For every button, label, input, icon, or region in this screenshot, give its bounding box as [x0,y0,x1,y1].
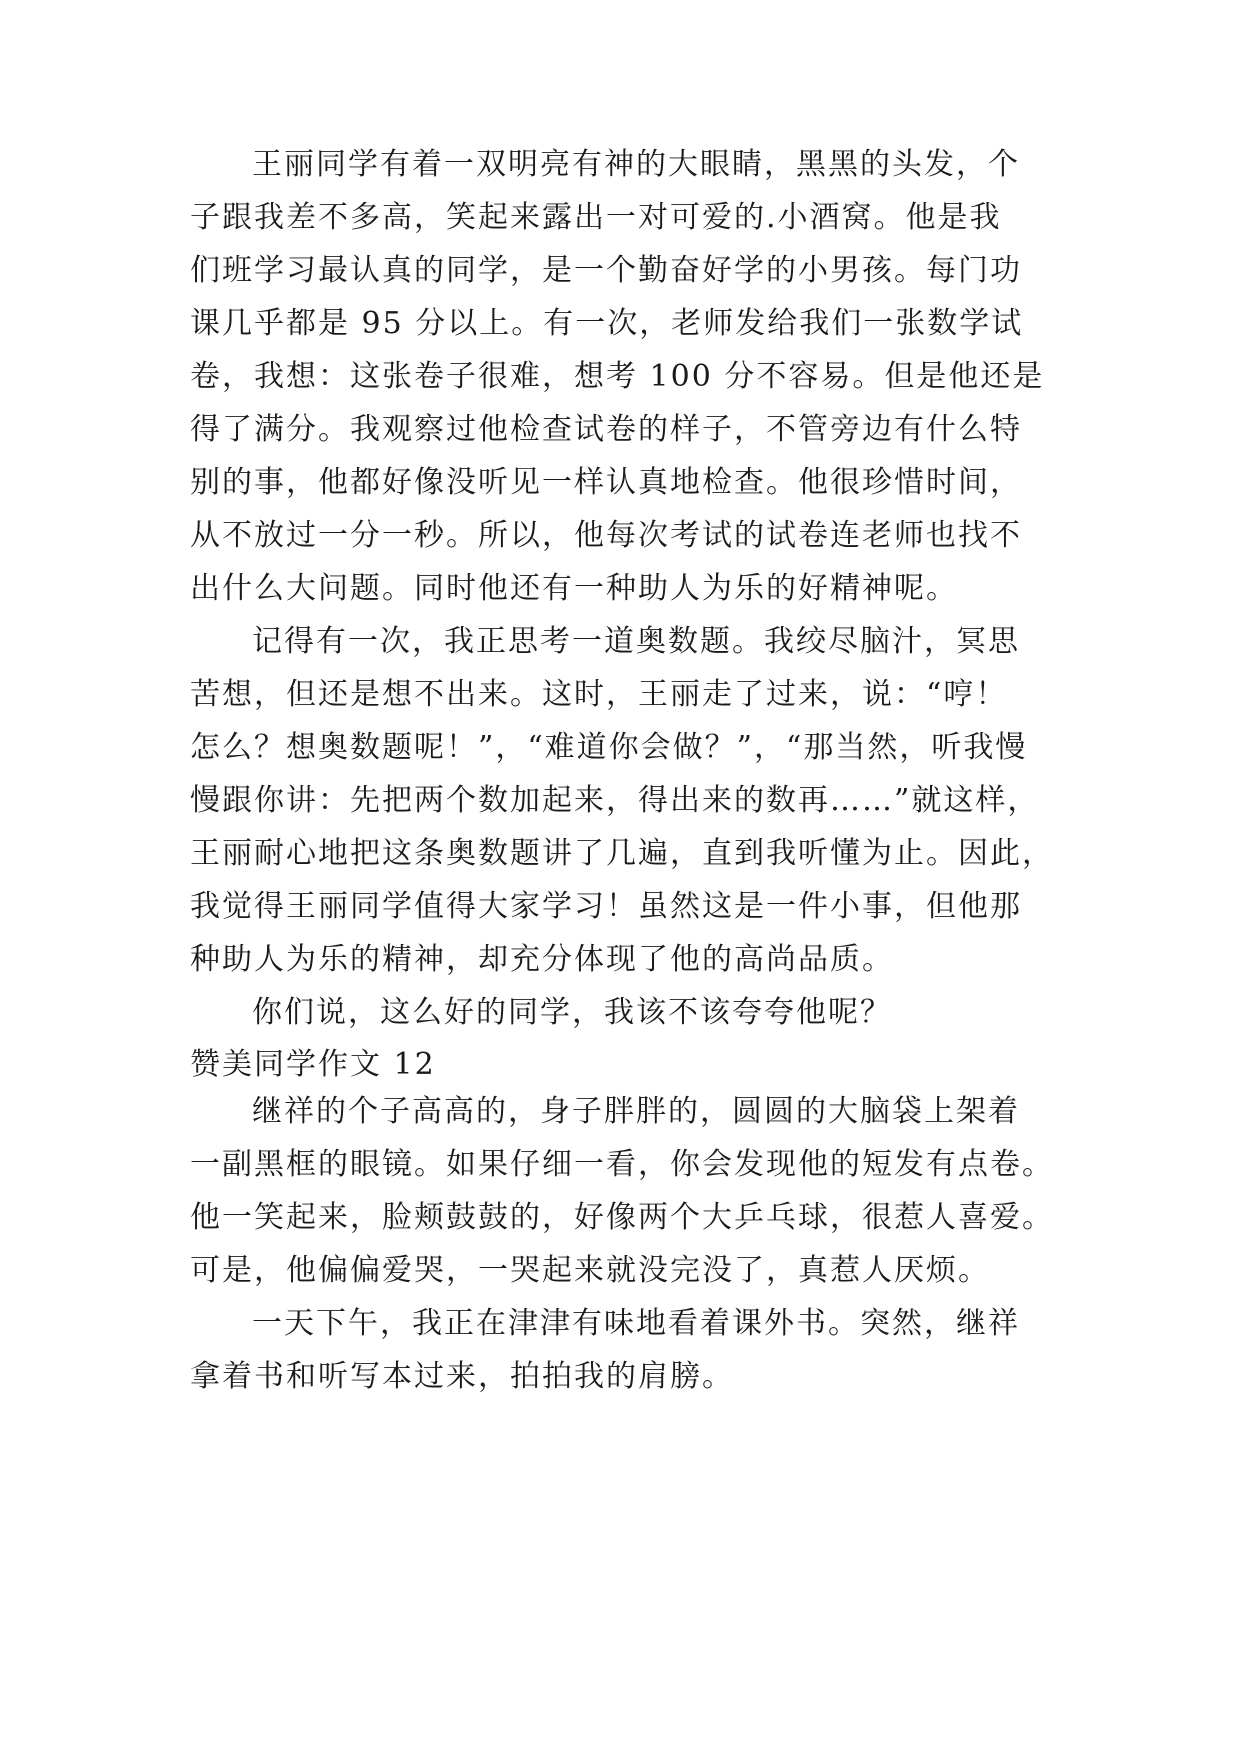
text-line: 苦想，但还是想不出来。这时，王丽走了过来，说：“哼！ [190,677,1008,712]
document-page [190,138,1090,1403]
text-line: 我觉得王丽同学值得大家学习！虽然这是一件小事，但他那 [190,889,1022,924]
text-line: 王丽耐心地把这条奥数题讲了几遍，直到我听懂为止。因此， [190,836,1054,871]
text-line: 卷，我想：这张卷子很难，想考 100 分不容易。但是他还是 [190,359,1045,394]
text-line: 慢跟你讲：先把两个数加起来，得出来的数再……”就这样， [190,783,1040,818]
text-line: 们班学习最认真的同学，是一个勤奋好学的小男孩。每门功 [190,253,1022,288]
text-line: 王丽同学有着一双明亮有神的大眼睛，黑黑的头发，个 [252,147,1020,182]
text-line: 继祥的个子高高的，身子胖胖的，圆圆的大脑袋上架着 [252,1094,1020,1129]
text-line: 他一笑起来，脸颊鼓鼓的，好像两个大乒乓球，很惹人喜爱。 [190,1200,1054,1235]
text-line: 别的事，他都好像没听见一样认真地检查。他很珍惜时间， [190,465,1022,500]
paragraph [190,1297,1090,1403]
text-line: 从不放过一分一秒。所以，他每次考试的试卷连老师也找不 [190,518,1022,553]
text-line: 可是，他偏偏爱哭，一哭起来就没完没了，真惹人厌烦。 [190,1253,990,1288]
text-line: 你们说，这么好的同学，我该不该夸夸他呢？ [252,995,892,1030]
section-heading: 赞美同学作文 12 [190,1047,436,1082]
text-line: 课几乎都是 95 分以上。有一次，老师发给我们一张数学试 [190,306,1024,341]
paragraph [190,615,1090,986]
text-line: 得了满分。我观察过他检查试卷的样子，不管旁边有什么特 [190,412,1022,447]
text-line: 记得有一次，我正思考一道奥数题。我绞尽脑汁，冥思 [252,624,1020,659]
text-line: 拿着书和听写本过来，拍拍我的肩膀。 [190,1359,734,1394]
text-line: 出什么大问题。同时他还有一种助人为乐的好精神呢。 [190,571,958,606]
text-line: 一天下午，我正在津津有味地看着课外书。突然，继祥 [252,1306,1020,1341]
paragraph [190,986,1090,1039]
text-line: 种助人为乐的精神，却充分体现了他的高尚品质。 [190,942,894,977]
text-line: 一副黑框的眼镜。如果仔细一看，你会发现他的短发有点卷。 [190,1147,1054,1182]
paragraph [190,138,1090,615]
text-line: 子跟我差不多高，笑起来露出一对可爱的.小酒窝。他是我 [190,200,1002,235]
text-line: 怎么？想奥数题呢！”，“难道你会做？”，“那当然，听我慢 [190,730,1028,765]
paragraph [190,1085,1090,1297]
